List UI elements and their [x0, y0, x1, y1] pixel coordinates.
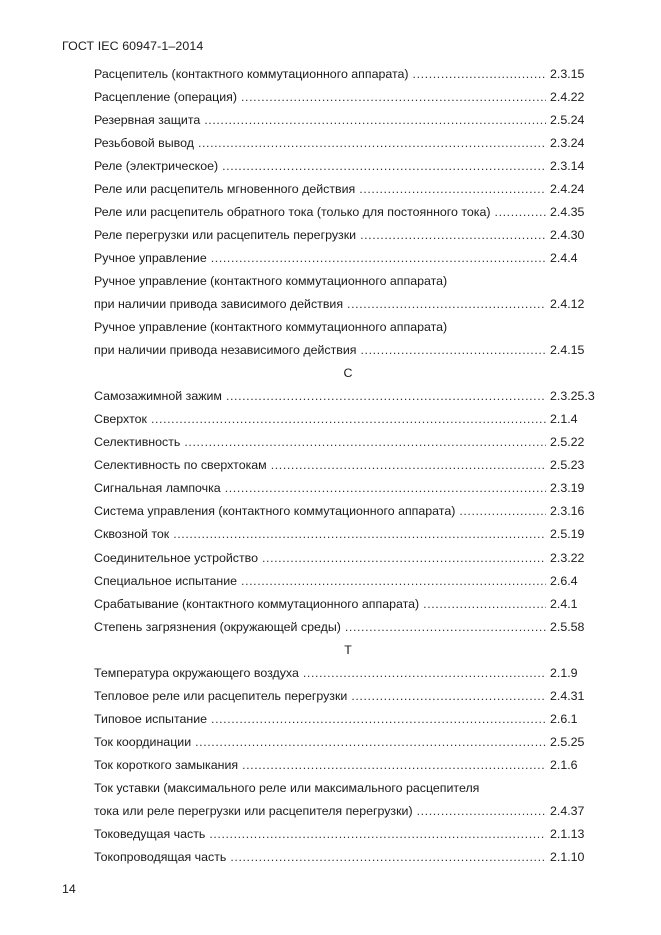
index-entry: [94, 431, 602, 454]
index-entry: [94, 823, 602, 846]
entry-term: Тепловое реле или расцепитель перегрузки: [94, 688, 348, 703]
section-t: [94, 661, 602, 776]
index-entry-first-line: [94, 776, 602, 799]
dot-leader: [495, 205, 546, 219]
index-entry: [94, 707, 602, 730]
dot-leader: [359, 182, 546, 196]
dot-leader: [262, 551, 546, 565]
dot-leader: [347, 297, 546, 311]
dot-leader: [423, 597, 546, 611]
entry-term: Ток короткого замыкания: [94, 757, 239, 772]
entry-reference: 2.6.4: [550, 573, 578, 588]
entry-reference: 2.4.24: [550, 181, 585, 196]
entry-reference: 2.5.25: [550, 734, 585, 749]
index-entry: [94, 615, 602, 638]
index-entry: [94, 546, 602, 569]
index-entry: [94, 131, 602, 154]
dot-leader: [211, 712, 546, 726]
dot-leader: [198, 136, 546, 150]
index-entry: [94, 223, 602, 246]
section-t-continued: [94, 823, 602, 869]
index-entry: [94, 85, 602, 108]
index-entry: [94, 292, 602, 315]
entry-reference: 2.4.4: [550, 250, 578, 265]
dot-leader: [303, 666, 546, 680]
entry-reference: 2.3.15: [550, 66, 585, 81]
entry-reference: 2.3.24: [550, 135, 585, 150]
letter-heading-s: С: [343, 366, 353, 381]
index-entry: [94, 108, 602, 131]
entry-reference: 2.4.12: [550, 296, 585, 311]
entry-reference: 2.1.6: [550, 757, 578, 772]
index-entry-first-line: [94, 269, 602, 292]
entry-reference: 2.5.22: [550, 435, 585, 450]
entry-term: Селективность: [94, 435, 181, 450]
entry-term: Резервная защита: [94, 112, 201, 127]
letter-heading-t: Т: [344, 642, 352, 657]
dot-leader: [173, 527, 546, 541]
dot-leader: [222, 159, 546, 173]
index-entry: [94, 846, 602, 869]
dot-leader: [151, 412, 546, 426]
index-entry: [94, 523, 602, 546]
entry-term: Сквозной ток: [94, 527, 170, 542]
index-entry: [94, 500, 602, 523]
entry-term: Срабатывание (контактного коммутационного аппарата): [94, 596, 420, 611]
entry-term: Резьбовой вывод: [94, 135, 194, 150]
entry-reference: 2.5.24: [550, 112, 585, 127]
index-entry: [94, 592, 602, 615]
dot-leader: [271, 458, 546, 472]
dot-leader: [225, 481, 546, 495]
entry-reference: 2.3.14: [550, 158, 585, 173]
index-entry: [94, 753, 602, 776]
dot-leader: [211, 251, 546, 265]
entry-term: Селективность по сверхтокам: [94, 458, 267, 473]
dot-leader: [209, 827, 546, 841]
entry-reference: 2.6.1: [550, 711, 578, 726]
dot-leader: [241, 574, 546, 588]
dot-leader: [360, 228, 546, 242]
dot-leader: [241, 90, 546, 104]
entry-reference: 2.1.10: [550, 850, 585, 865]
entry-reference: 2.1.13: [550, 827, 585, 842]
dot-leader: [226, 389, 546, 403]
entry-reference: 2.3.22: [550, 550, 585, 565]
entry-reference: 2.4.1: [550, 596, 578, 611]
entry-term: Система управления (контактного коммутационного аппарата): [94, 504, 456, 519]
dot-leader: [345, 620, 546, 634]
section-p-multiline: [94, 269, 602, 361]
entry-term: Ток уставки (максимального реле или максимального расцепителя: [94, 780, 480, 795]
entry-term: Токоведущая часть: [94, 827, 206, 842]
section-t-multiline: [94, 776, 602, 822]
entry-term: Специальное испытание: [94, 573, 238, 588]
entry-term: Расцепитель (контактного коммутационного аппарата): [94, 66, 409, 81]
entry-reference: 2.4.35: [550, 204, 585, 219]
index-entry: [94, 246, 602, 269]
entry-reference: 2.4.15: [550, 343, 585, 358]
entry-term: Сверхток: [94, 412, 147, 427]
index-entry: [94, 569, 602, 592]
dot-leader: [417, 804, 546, 818]
entry-term: Реле или расцепитель мгновенного действия: [94, 181, 356, 196]
index-entry: [94, 62, 602, 85]
dot-leader: [230, 850, 546, 864]
dot-leader: [204, 113, 546, 127]
index-entry: [94, 684, 602, 707]
index-entry-first-line: [94, 316, 602, 339]
entry-reference: 2.4.37: [550, 804, 585, 819]
entry-term: Степень загрязнения (окружающей среды): [94, 619, 341, 634]
entry-term: при наличии привода независимого действия: [94, 343, 357, 358]
entry-reference: 2.5.19: [550, 527, 585, 542]
entry-reference: 2.4.30: [550, 227, 585, 242]
index-entry: [94, 154, 602, 177]
entry-term: Сигнальная лампочка: [94, 481, 221, 496]
index-entry: [94, 339, 602, 362]
index-list: [94, 62, 602, 869]
dot-leader: [184, 435, 546, 449]
index-entry: [94, 200, 602, 223]
entry-term: Ток координации: [94, 734, 192, 749]
entry-reference: 2.5.58: [550, 619, 585, 634]
index-entry: [94, 661, 602, 684]
entry-term: Токопроводящая часть: [94, 850, 227, 865]
entry-reference: 2.4.22: [550, 89, 585, 104]
entry-term: Соединительное устройство: [94, 550, 258, 565]
entry-term: тока или реле перегрузки или расцепителя перегрузки): [94, 804, 413, 819]
entry-term: Ручное управление: [94, 250, 207, 265]
entry-term: Ручное управление (контактного коммутационного аппарата): [94, 273, 448, 288]
entry-reference: 2.3.16: [550, 504, 585, 519]
index-entry: [94, 177, 602, 200]
entry-term: Температура окружающего воздуха: [94, 665, 299, 680]
entry-reference: 2.4.31: [550, 688, 585, 703]
dot-leader: [413, 67, 546, 81]
index-entry: [94, 800, 602, 823]
index-entry: [94, 730, 602, 753]
dot-leader: [351, 689, 546, 703]
dot-leader: [459, 504, 546, 518]
entry-term: Реле перегрузки или расцепитель перегрузки: [94, 227, 357, 242]
index-entry: [94, 454, 602, 477]
entry-term: Реле или расцепитель обратного тока (только для постоянного тока): [94, 204, 491, 219]
entry-term: при наличии привода зависимого действия: [94, 296, 344, 311]
entry-reference: 2.1.4: [550, 412, 578, 427]
index-entry: [94, 385, 602, 408]
entry-reference: 2.5.23: [550, 458, 585, 473]
dot-leader: [242, 758, 546, 772]
index-entry: [94, 408, 602, 431]
page-header: ГОСТ IEC 60947-1–2014: [62, 39, 204, 53]
entry-reference: 2.1.9: [550, 665, 578, 680]
entry-term: Ручное управление (контактного коммутационного аппарата): [94, 320, 448, 335]
entry-reference: 2.3.19: [550, 481, 585, 496]
section-s: [94, 385, 602, 639]
dot-leader: [361, 343, 546, 357]
dot-leader: [195, 735, 546, 749]
entry-reference: 2.3.25.3: [550, 389, 595, 404]
entry-term: Расцепление (операция): [94, 89, 237, 104]
index-entry: [94, 477, 602, 500]
page-number: 14: [62, 882, 76, 896]
entry-term: Самозажимной зажим: [94, 389, 222, 404]
entry-term: Типовое испытание: [94, 711, 208, 726]
entry-term: Реле (электрическое): [94, 158, 219, 173]
section-p: [94, 62, 602, 269]
